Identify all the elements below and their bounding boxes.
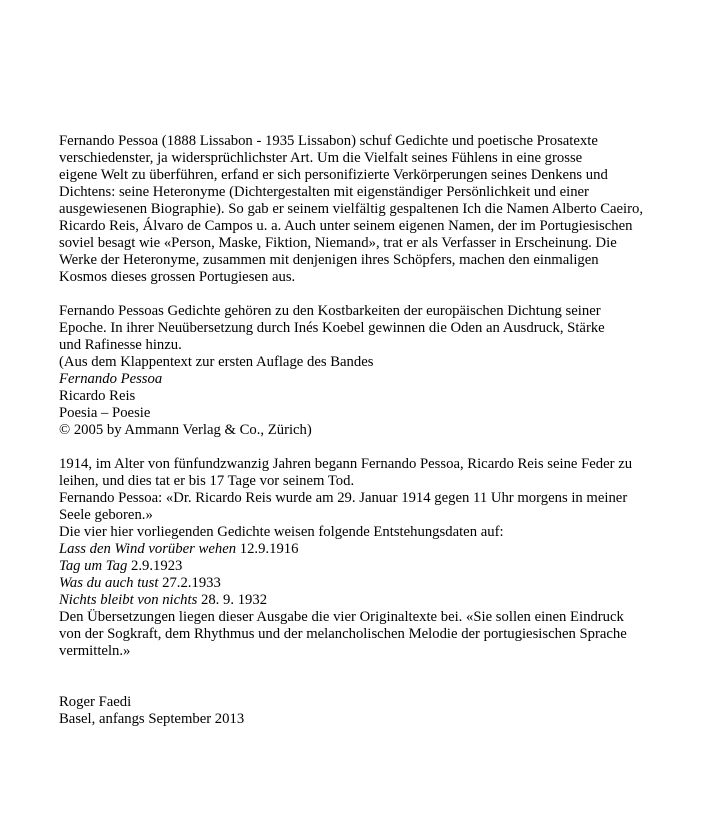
text-line [59, 558, 684, 575]
text-line [59, 405, 684, 422]
text-segment: Den Übersetzungen liegen dieser Ausgabe die vier Originaltexte bei. «Sie sollen einen Eindruck [59, 609, 624, 625]
blank-line [59, 286, 684, 303]
text-segment: Kosmos dieses grossen Portugiesen aus. [59, 269, 296, 285]
paragraph-entstehungsdaten [59, 456, 684, 660]
document-text [59, 133, 684, 728]
text-segment: von der Sogkraft, dem Rhythmus und der melancholischen Melodie der portugiesischen Sprache [59, 626, 627, 642]
text-line [59, 371, 684, 388]
text-line [59, 269, 684, 286]
text-segment: 27.2.1933 [158, 575, 221, 591]
text-segment: 28. 9. 1932 [197, 592, 268, 608]
italic-text-segment: Nichts bleibt von nichts [59, 592, 198, 608]
text-segment: (Aus dem Klappentext zur ersten Auflage des Bandes [59, 354, 374, 370]
text-segment: Ricardo Reis, Álvaro de Campos u. a. Auch unter seinem eigenen Namen, der im Portugiesischen [59, 218, 633, 234]
paragraph-intro-biography [59, 133, 684, 286]
text-segment: Fernando Pessoa: «Dr. Ricardo Reis wurde am 29. Januar 1914 gegen 11 Uhr morgens in meiner [59, 490, 628, 506]
text-line [59, 541, 684, 558]
text-segment: Ricardo Reis [59, 388, 136, 404]
text-line [59, 218, 684, 235]
text-line [59, 711, 684, 728]
text-segment: Dichtens: seine Heteronyme (Dichtergestalten mit eigenständiger Persönlichkeit und einer [59, 184, 589, 200]
text-line [59, 507, 684, 524]
paragraph-signature [59, 694, 684, 728]
text-segment: Basel, anfangs September 2013 [59, 711, 245, 727]
text-segment: Roger Faedi [59, 694, 132, 710]
text-line [59, 235, 684, 252]
text-line [59, 252, 684, 269]
text-line [59, 422, 684, 439]
text-segment: vermitteln.» [59, 643, 131, 659]
text-line [59, 490, 684, 507]
text-segment: verschiedenster, ja widersprüchlichster Art. Um die Vielfalt seines Fühlens in eine grosse [59, 150, 583, 166]
text-segment: Werke der Heteronyme, zusammen mit denjenigen ihres Schöpfers, machen den einmaligen [59, 252, 599, 268]
text-segment: 12.9.1916 [236, 541, 299, 557]
text-segment: leihen, und dies tat er bis 17 Tage vor seinem Tod. [59, 473, 355, 489]
text-segment: Poesia – Poesie [59, 405, 151, 421]
text-segment: 2.9.1923 [127, 558, 183, 574]
text-segment: 1914, im Alter von fünfundzwanzig Jahren begann Fernando Pessoa, Ricardo Reis seine Feder zu [59, 456, 633, 472]
text-line [59, 592, 684, 609]
text-segment: Epoche. In ihrer Neuübersetzung durch Inés Koebel gewinnen die Oden an Ausdruck, Stärke [59, 320, 605, 336]
blank-line [59, 439, 684, 456]
text-line [59, 320, 684, 337]
text-segment: © 2005 by Ammann Verlag & Co., Zürich) [59, 422, 312, 438]
blank-line [59, 660, 684, 677]
text-line [59, 456, 684, 473]
text-line [59, 133, 684, 150]
text-line [59, 337, 684, 354]
text-line [59, 303, 684, 320]
italic-text-segment: Tag um Tag [59, 558, 128, 574]
text-line [59, 524, 684, 541]
text-line [59, 201, 684, 218]
text-line [59, 643, 684, 660]
text-line [59, 150, 684, 167]
text-segment: eigene Welt zu überführen, erfand er sich personifizierte Verkörperungen seines Denkens und [59, 167, 608, 183]
text-line [59, 167, 684, 184]
italic-text-segment: Was du auch tust [59, 575, 159, 591]
text-segment: und Rafinesse hinzu. [59, 337, 182, 353]
italic-text-segment: Fernando Pessoa [59, 371, 163, 387]
text-line [59, 694, 684, 711]
text-segment: ausgewiesenen Biographie). So gab er seinem vielfältig gespaltenen Ich die Namen Alberto Caeiro, [59, 201, 644, 217]
text-segment: Fernando Pessoa (1888 Lissabon - 1935 Lissabon) schuf Gedichte und poetische Prosatexte [59, 133, 598, 149]
text-segment: Seele geboren.» [59, 507, 153, 523]
italic-text-segment: Lass den Wind vorüber wehen [59, 541, 237, 557]
text-line [59, 388, 684, 405]
text-line [59, 473, 684, 490]
blank-line [59, 677, 684, 694]
text-line [59, 184, 684, 201]
text-segment: soviel besagt wie «Person, Maske, Fiktion, Niemand», trat er als Verfasser in Erscheinung. Die [59, 235, 617, 251]
text-segment: Fernando Pessoas Gedichte gehören zu den Kostbarkeiten der europäischen Dichtung seiner [59, 303, 601, 319]
text-line [59, 575, 684, 592]
text-line [59, 354, 684, 371]
text-line [59, 626, 684, 643]
text-line [59, 609, 684, 626]
text-segment: Die vier hier vorliegenden Gedichte weisen folgende Entstehungsdaten auf: [59, 524, 504, 540]
paragraph-klappentext [59, 303, 684, 439]
